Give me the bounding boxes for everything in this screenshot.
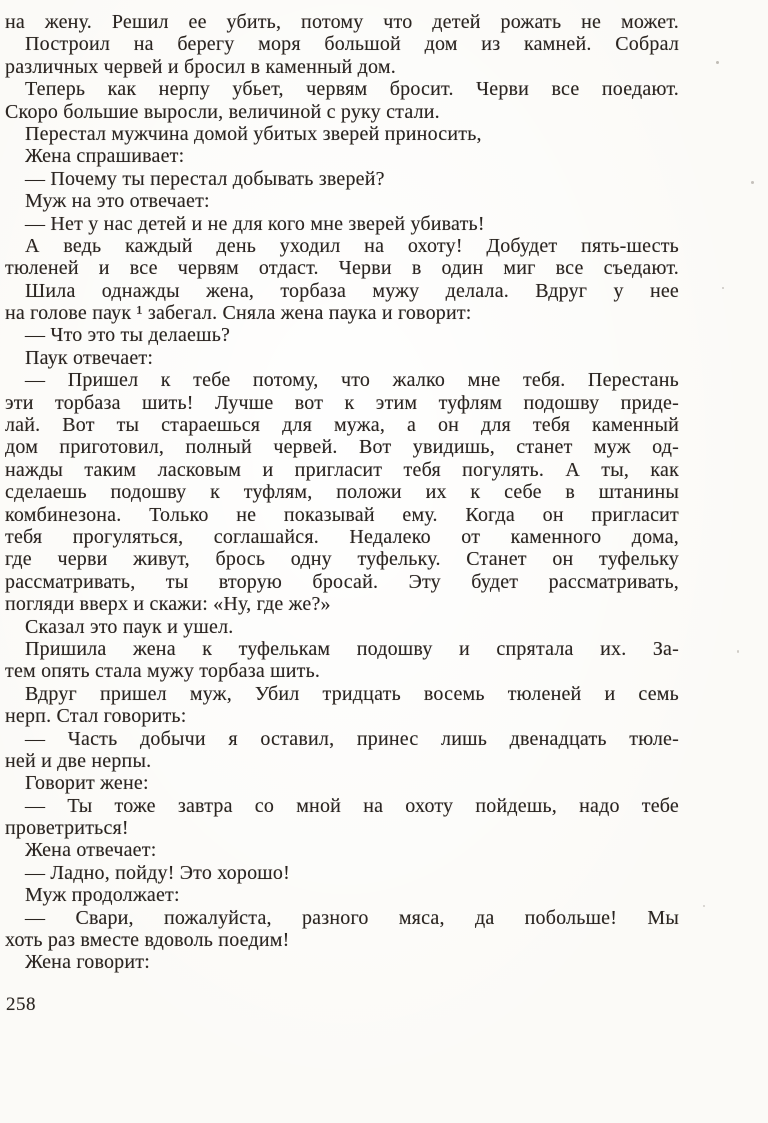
- text-line: Жена говорит:: [25, 951, 150, 974]
- scan-speck: [722, 287, 724, 289]
- text-line: хоть раз вместе вдоволь поедим!: [5, 929, 290, 952]
- text-line: эти торбаза шить! Лучше вот к этим туфлям подошву приде-: [5, 391, 679, 414]
- text-line: Шила однажды жена, торбаза мужу делала. Вдруг у нее: [25, 279, 679, 302]
- text-line: на жену. Решил ее убить, потому что детей рожать не может.: [5, 11, 679, 33]
- text-line: Перестал мужчина домой убитых зверей приносить,: [25, 122, 482, 145]
- text-line: лай. Вот ты стараешься для мужа, а он для тебя каменный: [5, 414, 679, 437]
- text-line: нерп. Стал говорить:: [5, 705, 187, 728]
- text-line: Жена спрашивает:: [25, 145, 185, 168]
- text-line: нажды таким ласковым и пригласит тебя погулять. А ты, как: [5, 458, 679, 481]
- text-line: Пришила жена к туфелькам подошву и спрятала их. За-: [25, 637, 679, 660]
- text-line: комбинезона. Только не показывай ему. Когда он пригласит: [5, 503, 679, 526]
- text-line: проветриться!: [5, 817, 129, 840]
- text-line: где черви живут, брось одну туфельку. Станет он туфельку: [5, 548, 679, 571]
- text-line: погляди вверх и скажи: «Ну, где же?»: [5, 593, 331, 616]
- text-line: Сказал это паук и ушел.: [25, 615, 234, 638]
- text-line: — Что это ты делаешь?: [25, 324, 231, 347]
- text-line: Говорит жене:: [25, 772, 149, 795]
- text-line: на голове паук ¹ забегал. Сняла жена паука и говорит:: [5, 302, 472, 325]
- text-line: — Часть добычи я оставил, принес лишь двенадцать тюле-: [25, 727, 679, 750]
- text-line: Вдруг пришел муж, Убил тридцать восемь тюленей и семь: [25, 682, 679, 705]
- scan-speck: [751, 181, 754, 184]
- page-number: 258: [6, 994, 36, 1015]
- text-line: дом приготовил, полный червей. Вот увидишь, станет муж од-: [5, 436, 679, 459]
- text-line: Паук отвечает:: [25, 346, 154, 369]
- scan-speck: [703, 905, 705, 907]
- text-line: — Нет у нас детей и не для кого мне зверей убивать!: [25, 212, 485, 235]
- text-line: сделаешь подошву к туфлям, положи их к себе в штанины: [5, 481, 679, 504]
- scan-speck: [716, 61, 719, 64]
- text-line: А ведь каждый день уходил на охоту! Добудет пять-шесть: [25, 234, 679, 257]
- text-line: Муж на это отвечает:: [25, 190, 210, 213]
- text-line: рассматривать, ты вторую бросай. Эту будет рассматривать,: [5, 570, 679, 593]
- text-line: тюленей и все червям отдаст. Черви в один миг все съедают.: [5, 257, 679, 280]
- text-line: ней и две нерпы.: [5, 749, 152, 772]
- text-line: — Пришел к тебе потому, что жалко мне тебя. Перестань: [25, 369, 679, 392]
- text-line: тебя прогуляться, соглашайся. Недалеко от каменного дома,: [5, 525, 679, 548]
- text-line: различных червей и бросил в каменный дом.: [5, 55, 396, 78]
- text-line: Скоро большие выросли, величиной с руку стали.: [5, 100, 440, 123]
- text-line: — Почему ты перестал добывать зверей?: [25, 167, 385, 190]
- text-line: Муж продолжает:: [25, 884, 180, 907]
- text-line: — Ладно, пойду! Это хорошо!: [25, 861, 290, 884]
- scan-speck: [737, 650, 739, 653]
- text-line: — Ты тоже завтра со мной на охоту пойдешь, надо тебе: [25, 794, 679, 817]
- text-block: [5, 11, 679, 974]
- text-line: Построил на берегу моря большой дом из камней. Собрал: [25, 33, 679, 56]
- text-line: — Свари, пожалуйста, разного мяса, да побольше! Мы: [25, 906, 679, 929]
- text-line: тем опять стала мужу торбаза шить.: [5, 660, 321, 683]
- text-line: Теперь как нерпу убьет, червям бросит. Черви все поедают.: [25, 78, 679, 101]
- text-line: Жена отвечает:: [25, 839, 157, 862]
